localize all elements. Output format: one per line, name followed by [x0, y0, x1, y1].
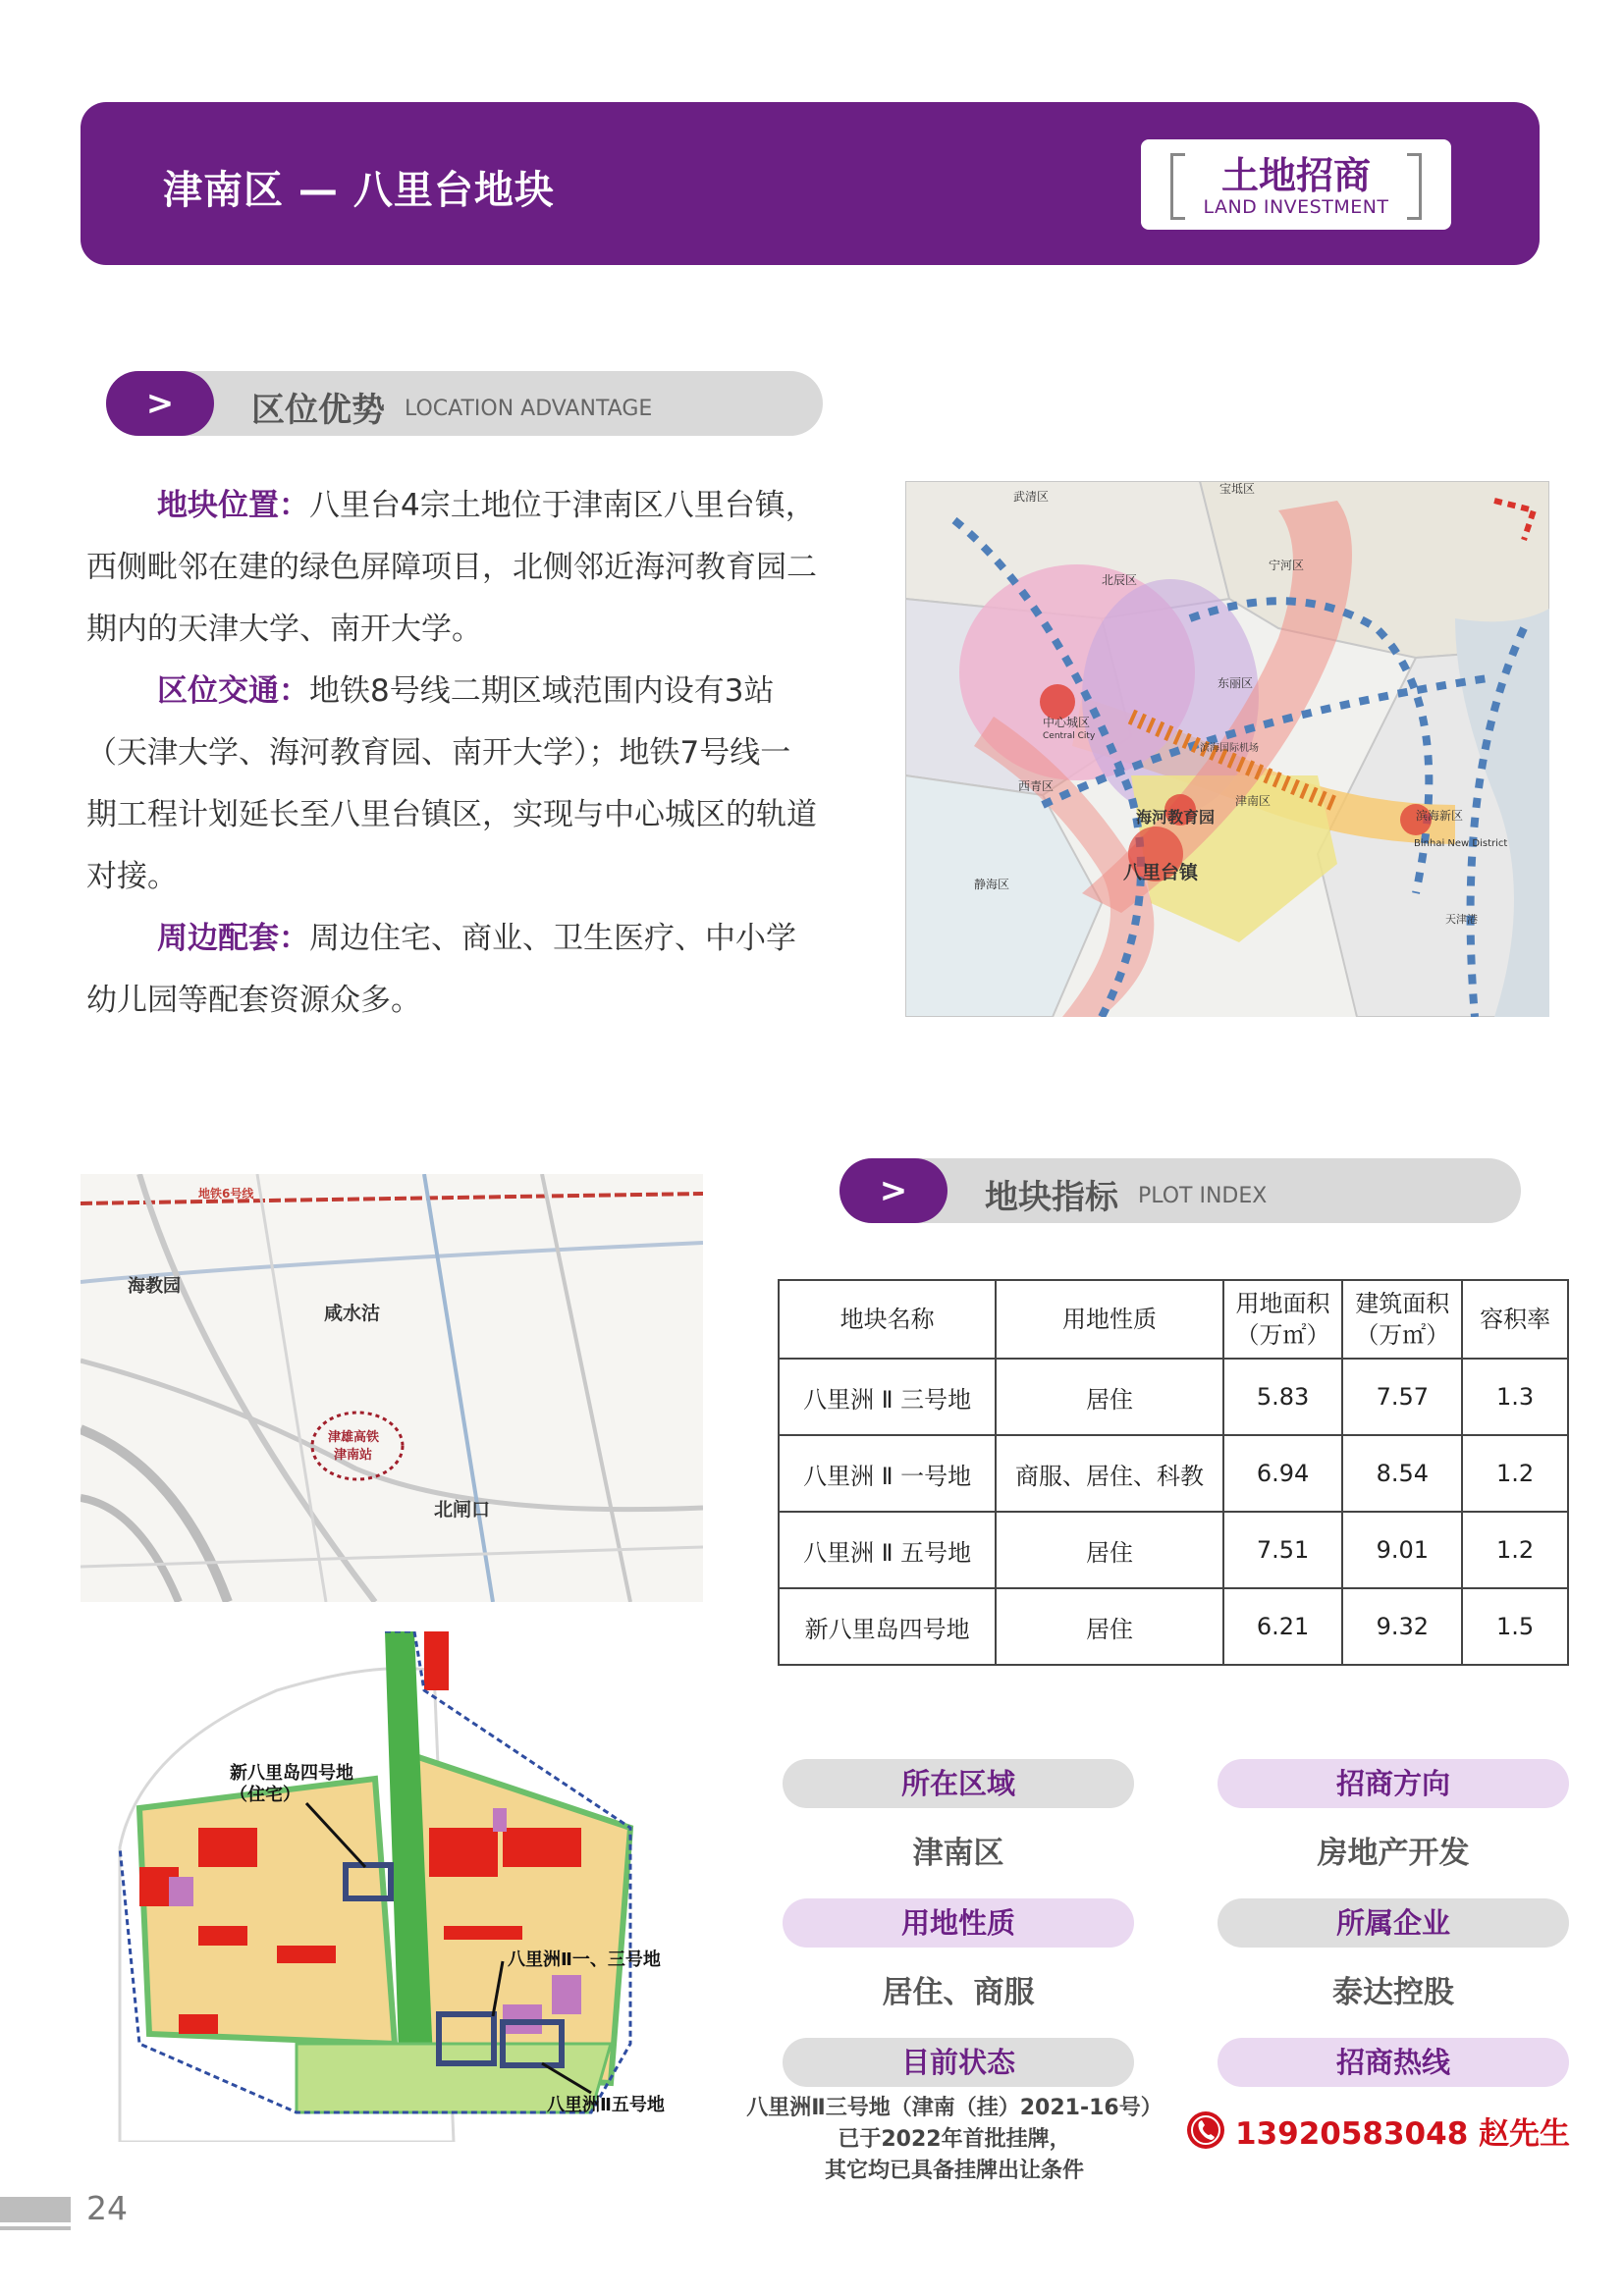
- plot-index-table: [778, 1279, 1569, 1666]
- map-label-binhai-en: Binhai New District: [1414, 838, 1508, 849]
- plan-label-plot13: 八里洲Ⅱ一、三号地: [508, 1949, 661, 1970]
- table-row: [779, 1359, 1568, 1435]
- station-name-line2: 津南站: [334, 1448, 373, 1463]
- header-text: 地块名称: [839, 1306, 935, 1333]
- header-text: 用地面积: [1235, 1290, 1330, 1317]
- station-name-line1: 津雄高铁: [328, 1430, 380, 1445]
- map-label-haihe: 海河教育园: [1136, 808, 1216, 827]
- land-area: 5.83: [1223, 1359, 1343, 1435]
- page-marker-bar: [0, 2197, 71, 2222]
- street-map-graphic: [81, 1174, 703, 1602]
- header-text: 建筑面积: [1355, 1290, 1450, 1317]
- direction-value: 房地产开发: [1317, 1836, 1470, 1871]
- header-text: 容积率: [1480, 1306, 1551, 1333]
- transport-paragraph: [86, 661, 821, 908]
- location-section-title-en: LOCATION ADVANTAGE: [405, 397, 653, 421]
- header-unit: （万㎡）: [1355, 1321, 1450, 1349]
- section-arrow-icon: >: [106, 371, 214, 436]
- street-map: [81, 1174, 703, 1602]
- plot-index-title-en: PLOT INDEX: [1138, 1184, 1268, 1208]
- land-nature-value: 居住、商服: [882, 1975, 1035, 2010]
- map-label-jinnan: 津南区: [1235, 794, 1272, 808]
- plan-label-plot4-line2: （住宅）: [230, 1785, 300, 1805]
- table-row: [779, 1588, 1568, 1665]
- column-header: [996, 1280, 1222, 1359]
- table-row: [779, 1435, 1568, 1512]
- plan-map-graphic: [81, 1631, 699, 2142]
- land-use-plan-map: [81, 1631, 699, 2142]
- building-area: 9.01: [1342, 1512, 1462, 1588]
- phone-icon: [1186, 2110, 1225, 2150]
- land-area: 6.94: [1223, 1435, 1343, 1512]
- table-row: [779, 1512, 1568, 1588]
- company-value: 泰达控股: [1332, 1975, 1454, 2010]
- map-label-baodi: 宝坻区: [1219, 482, 1256, 496]
- building-area: 9.32: [1342, 1588, 1462, 1665]
- status-line: 已于2022年首批挂牌，: [838, 2127, 1071, 2152]
- regional-map-graphic: [905, 481, 1549, 1017]
- land-nature-tag: 用地性质: [783, 1898, 1134, 1948]
- map-label-central-en: Central City: [1043, 731, 1096, 741]
- region-tag: 所在区域: [783, 1759, 1134, 1808]
- regional-location-map: [905, 481, 1549, 1017]
- metro-line-label: 地铁6号线: [198, 1187, 254, 1201]
- table-header-row: [779, 1280, 1568, 1359]
- facilities-paragraph: [86, 908, 821, 1032]
- hotline-tag: 招商热线: [1218, 2038, 1569, 2087]
- page-marker-line: [0, 2226, 71, 2230]
- place-haijiaoyuan: 海教园: [128, 1276, 181, 1297]
- plot-ratio: 1.2: [1462, 1512, 1568, 1588]
- land-use: 居住: [996, 1359, 1222, 1435]
- plot-name: 八里洲 Ⅱ 三号地: [779, 1359, 996, 1435]
- plot-name: 八里洲 Ⅱ 一号地: [779, 1435, 996, 1512]
- section-arrow-icon: >: [839, 1158, 947, 1223]
- map-label-xiqing: 西青区: [1018, 779, 1055, 793]
- paragraph-lead: 区位交通：: [157, 673, 309, 709]
- land-use: 居住: [996, 1588, 1222, 1665]
- page-title: 津南区 — 八里台地块: [163, 168, 555, 213]
- plan-label-plot4-line1: 新八里岛四号地: [230, 1763, 353, 1784]
- column-header: [1462, 1280, 1568, 1359]
- place-xianshuigu: 咸水沽: [324, 1303, 381, 1324]
- plot-index-title-cn: 地块指标: [985, 1178, 1118, 1217]
- map-label-airport: 滨海国际机场: [1200, 743, 1259, 754]
- status-value: [738, 2093, 1170, 2187]
- paragraph-lead: 地块位置：: [157, 488, 309, 523]
- region-value: 津南区: [912, 1836, 1004, 1871]
- plan-label-plot5: 八里洲Ⅱ五号地: [547, 2095, 665, 2115]
- paragraph-text: 周边住宅、商业、卫生医疗、中小学幼儿园等配套资源众多。: [86, 921, 796, 1018]
- location-paragraph: [86, 475, 821, 661]
- plot-name: 八里洲 Ⅱ 五号地: [779, 1512, 996, 1588]
- map-label-port: 天津港: [1445, 913, 1478, 926]
- building-area: 7.57: [1342, 1359, 1462, 1435]
- company-tag: 所属企业: [1218, 1898, 1569, 1948]
- map-label-beichen: 北辰区: [1102, 573, 1138, 587]
- plot-ratio: 1.2: [1462, 1435, 1568, 1512]
- location-section-title-cn: 区位优势: [251, 391, 385, 430]
- map-label-central-cn: 中心城区: [1043, 716, 1091, 729]
- status-line: 八里洲Ⅱ三号地（津南（挂）2021-16号）: [746, 2096, 1163, 2120]
- map-label-wuqing: 武清区: [1013, 490, 1050, 504]
- place-beizhakou: 北闸口: [434, 1499, 491, 1521]
- hotline-value: 13920583048 赵先生: [1235, 2116, 1571, 2152]
- header-unit: （万㎡）: [1235, 1321, 1330, 1349]
- land-investment-badge: [1141, 139, 1451, 230]
- direction-tag: 招商方向: [1218, 1759, 1569, 1808]
- column-header: [779, 1280, 996, 1359]
- badge-title-cn: 土地招商: [1220, 154, 1371, 197]
- paragraph-text: 八里台4宗土地位于津南区八里台镇，西侧毗邻在建的绿色屏障项目，北侧邻近海河教育园二期内的天津大学、南开大学。: [86, 488, 817, 647]
- land-use: 居住: [996, 1512, 1222, 1588]
- plot-ratio: 1.5: [1462, 1588, 1568, 1665]
- plot-index-section-heading: [839, 1158, 1521, 1223]
- land-use: 商服、居住、科教: [996, 1435, 1222, 1512]
- column-header: [1223, 1280, 1343, 1359]
- paragraph-text: 地铁8号线二期区域范围内设有3站（天津大学、海河教育园、南开大学）；地铁7号线一期工程计划延长至八里台镇区，实现与中心城区的轨道对接。: [86, 673, 817, 894]
- map-label-balitai: 八里台镇: [1123, 862, 1199, 883]
- page-number: 24: [86, 2189, 128, 2227]
- map-label-dongli: 东丽区: [1218, 676, 1254, 690]
- header-banner: [81, 102, 1540, 265]
- header-text: 用地性质: [1061, 1306, 1157, 1333]
- status-line: 其它均已具备挂牌出让条件: [824, 2159, 1084, 2183]
- location-section-heading: [106, 371, 823, 436]
- column-header: [1342, 1280, 1462, 1359]
- plot-ratio: 1.3: [1462, 1359, 1568, 1435]
- status-tag: 目前状态: [783, 2038, 1134, 2087]
- building-area: 8.54: [1342, 1435, 1462, 1512]
- paragraph-lead: 周边配套：: [157, 921, 309, 956]
- land-area: 6.21: [1223, 1588, 1343, 1665]
- land-area: 7.51: [1223, 1512, 1343, 1588]
- map-label-jinghai: 静海区: [974, 878, 1010, 891]
- map-label-ninghe: 宁河区: [1269, 559, 1305, 572]
- plot-name: 新八里岛四号地: [779, 1588, 996, 1665]
- badge-title-en: LAND INVESTMENT: [1203, 196, 1389, 218]
- map-label-binhai: 滨海新区: [1416, 809, 1464, 823]
